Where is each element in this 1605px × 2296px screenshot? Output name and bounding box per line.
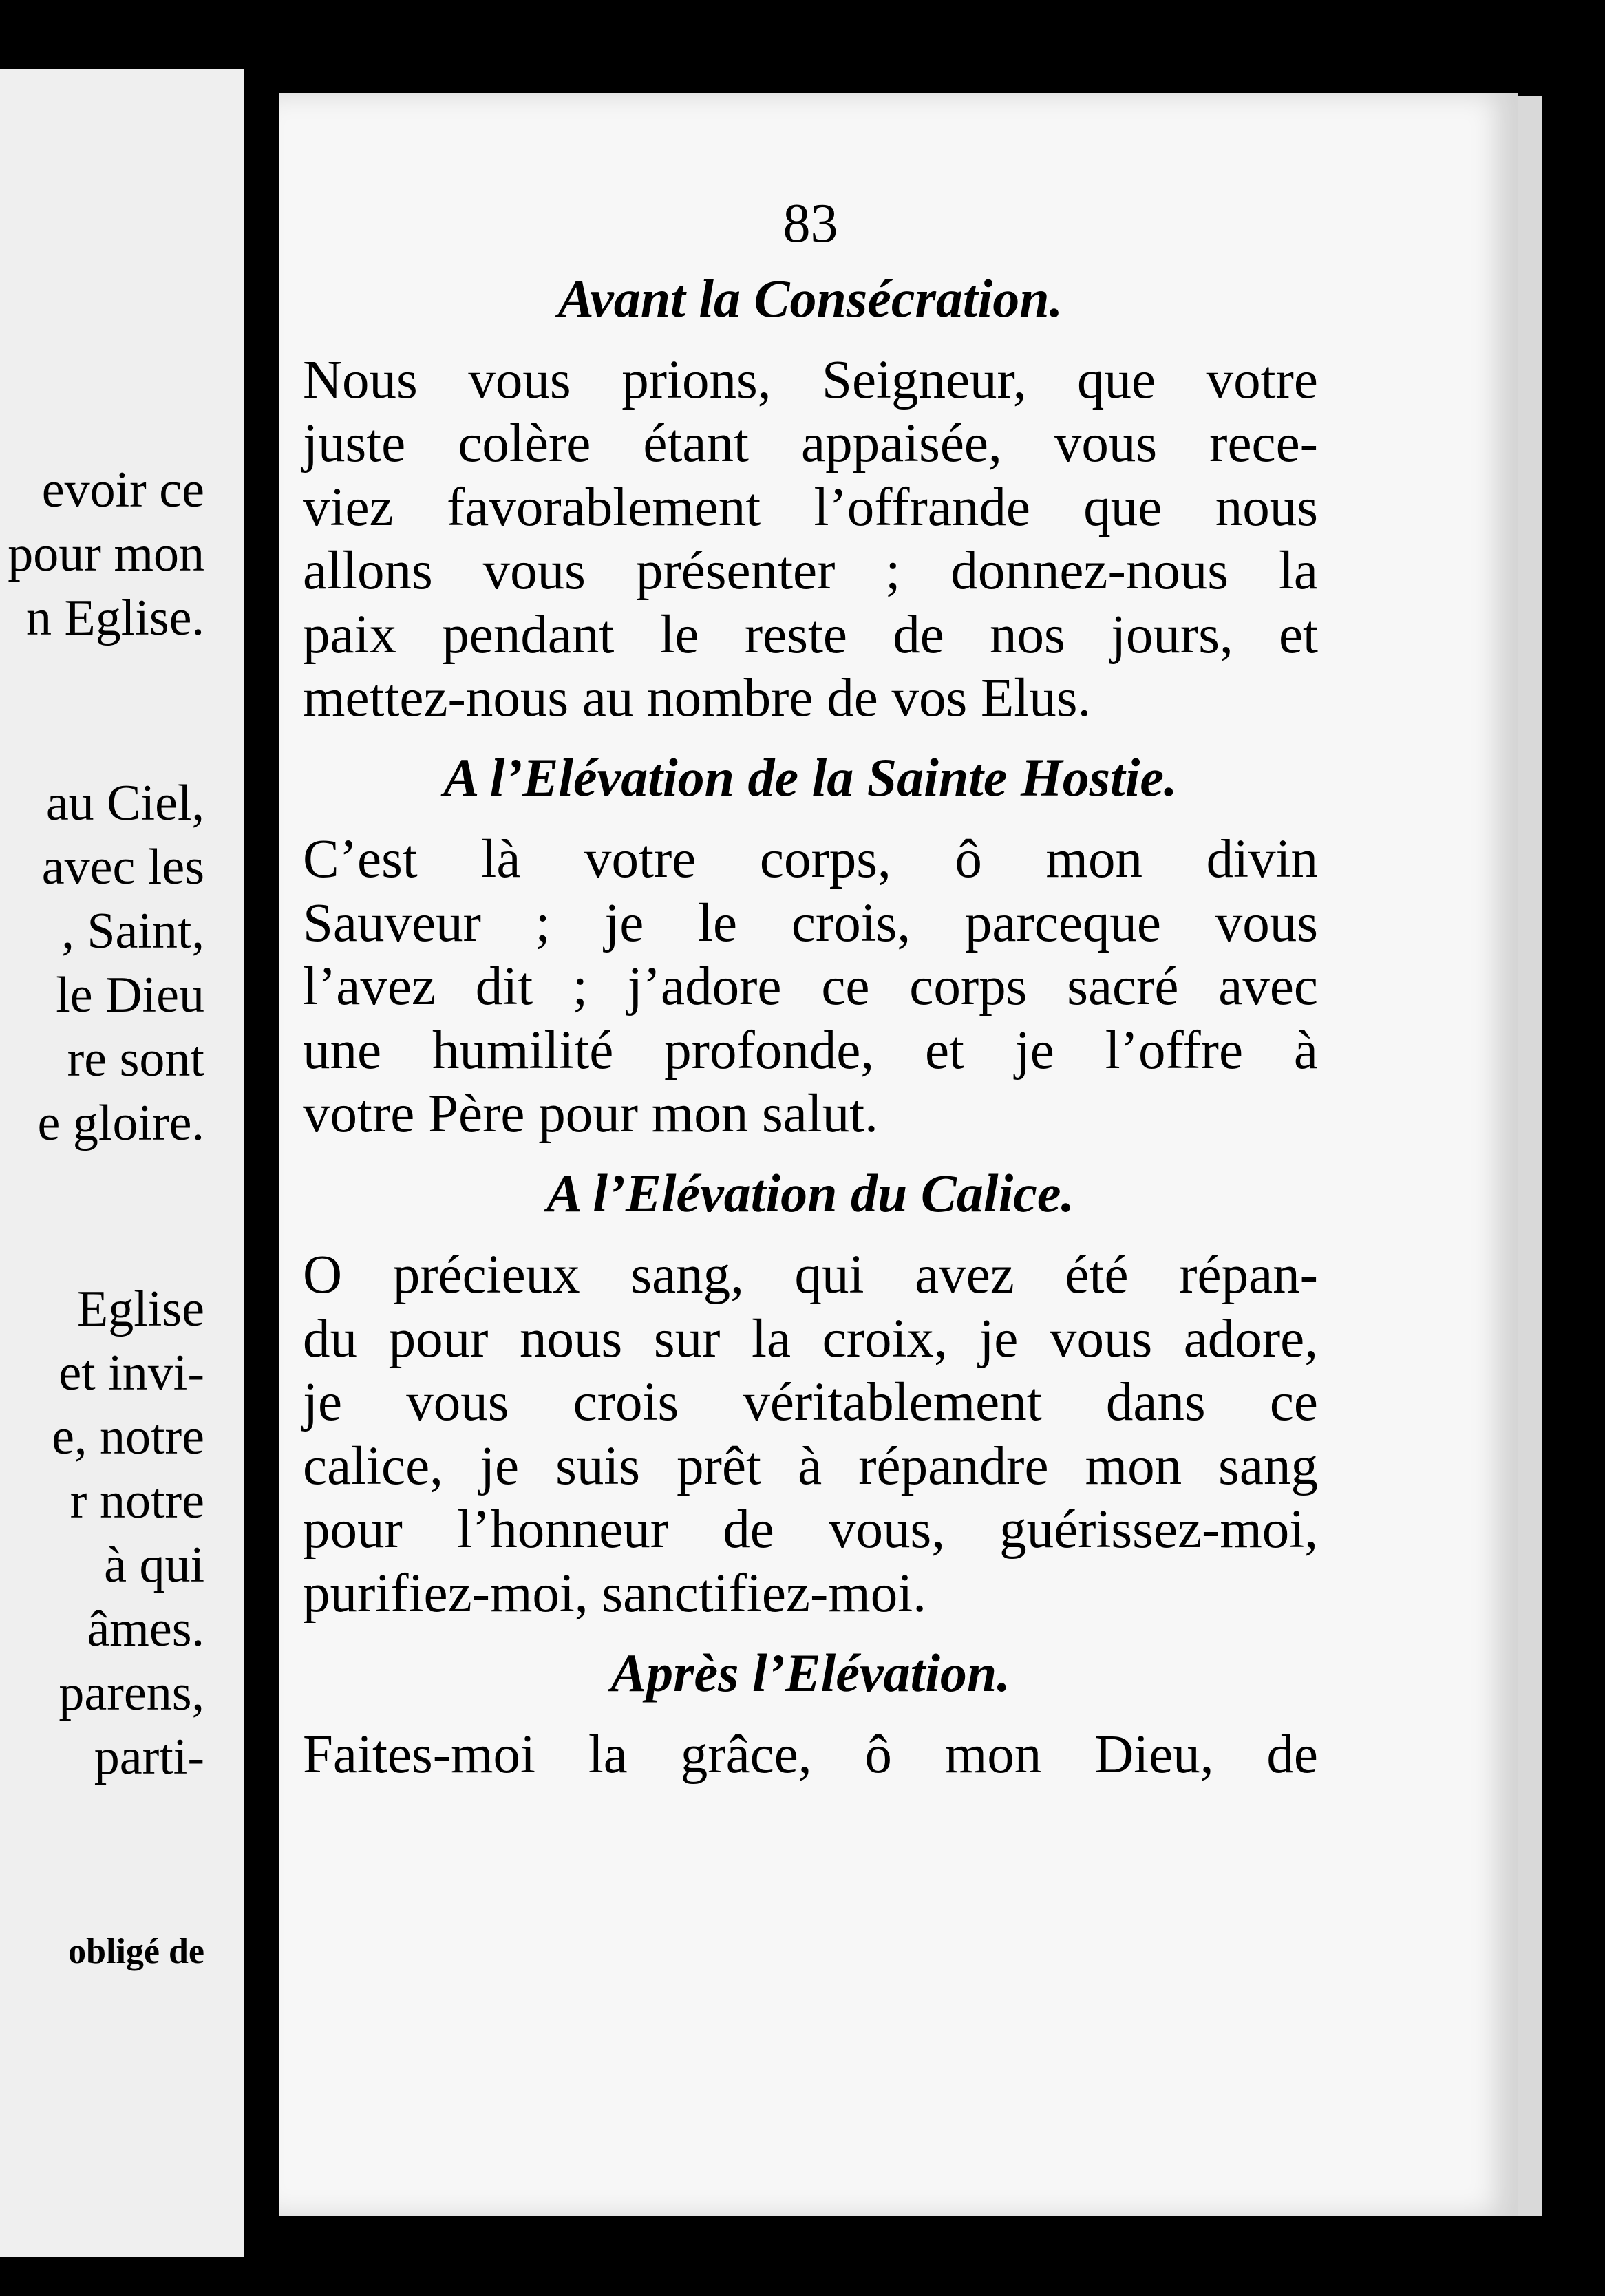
left-page-fragment: n Eglise. — [26, 590, 204, 646]
left-page-fragment: et invi- — [59, 1345, 204, 1401]
left-page-fragment: parens, — [59, 1665, 204, 1721]
left-page-fragment: avec les — [41, 839, 204, 895]
prayer-paragraph — [303, 349, 1318, 730]
text-line: Faites-moi la grâce, ô mon Dieu, de — [303, 1724, 1318, 1785]
text-line: Sauveur ; je le crois, parceque vous — [303, 893, 1318, 953]
left-page-footnote: obligé de — [68, 1932, 204, 1971]
left-page-fragment: , Saint, — [61, 903, 204, 959]
left-page-fragment: Eglise — [77, 1281, 204, 1337]
text-line: juste colère étant appaisée, vous rece- — [303, 414, 1318, 474]
left-page-fragment: âmes. — [87, 1601, 204, 1657]
left-page-fragment: e, notre — [52, 1409, 204, 1465]
prayer-paragraph — [303, 828, 1318, 1146]
prayer-paragraph — [303, 1244, 1318, 1625]
page-edge — [1518, 96, 1542, 2216]
text-line: l’avez dit ; j’adore ce corps sacré avec — [303, 957, 1318, 1017]
text-line: viez favorablement l’offrande que nous — [303, 477, 1318, 538]
left-page — [0, 69, 244, 2257]
section-title: Avant la Consécration. — [557, 268, 1063, 328]
left-page-fragment: e gloire. — [37, 1095, 204, 1151]
right-page — [279, 93, 1518, 2216]
text-line: purifiez-moi, sanctifiez-moi. — [303, 1563, 926, 1624]
text-line: votre Père pour mon salut. — [303, 1084, 878, 1145]
page-number: 83 — [783, 193, 838, 254]
left-page-fragment: le Dieu — [56, 967, 204, 1023]
text-line: paix pendant le reste de nos jours, et — [303, 604, 1318, 665]
left-page-fragment: au Ciel, — [45, 775, 204, 831]
text-line: C’est là votre corps, ô mon divin — [303, 829, 1318, 890]
section-title: A l’Elévation du Calice. — [546, 1163, 1074, 1224]
left-page-fragment: r notre — [70, 1473, 204, 1529]
text-line: calice, je suis prêt à répandre mon sang — [303, 1436, 1318, 1496]
text-line: allons vous présenter ; donnez-nous la — [303, 541, 1318, 602]
book-spine — [244, 0, 279, 2296]
text-line: je vous crois véritablement dans ce — [303, 1372, 1318, 1433]
left-page-fragment: parti- — [94, 1729, 204, 1785]
section-title: Après l’Elévation. — [610, 1642, 1010, 1703]
page-content — [303, 193, 1318, 1787]
text-line: Nous vous prions, Seigneur, que votre — [303, 350, 1318, 410]
left-page-fragment: evoir ce — [41, 462, 204, 518]
text-line: une humilité profonde, et je l’offre à — [303, 1020, 1318, 1081]
left-page-fragment: re sont — [67, 1031, 204, 1087]
left-page-fragment: pour mon — [8, 526, 204, 582]
prayer-paragraph — [303, 1723, 1318, 1787]
text-line: mettez-nous au nombre de vos Elus. — [303, 668, 1092, 729]
text-line: du pour nous sur la croix, je vous adore, — [303, 1308, 1318, 1369]
section-title: A l’Elévation de la Sainte Hostie. — [443, 747, 1178, 808]
left-page-fragment: à qui — [104, 1537, 204, 1593]
text-line: O précieux sang, qui avez été répan- — [303, 1245, 1318, 1306]
text-line: pour l’honneur de vous, guérissez-moi, — [303, 1500, 1318, 1560]
